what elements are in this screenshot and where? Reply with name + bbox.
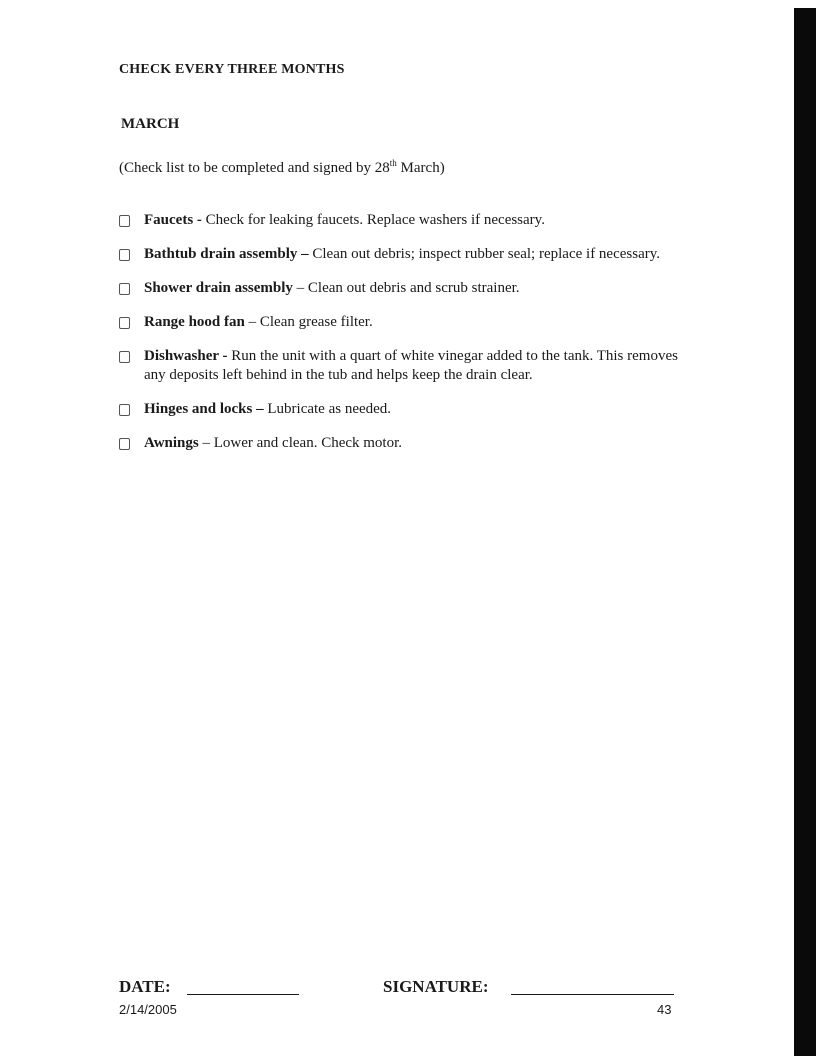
item-title: Hinges and locks – — [144, 401, 264, 417]
item-text: Run the unit with a quart of white vinegar added to the tank. This removes any deposits left behind in the tub and helps keep the drain clear. — [144, 348, 678, 383]
item-text: Lubricate as needed. — [263, 401, 392, 417]
scan-shadow-edge — [794, 8, 816, 1056]
schedule-heading: CHECK EVERY THREE MONTHS — [119, 62, 345, 77]
instruction-superscript: th — [389, 158, 397, 168]
checklist-item-range-hood-fan — [119, 313, 679, 332]
item-text: Check for leaking faucets. Replace washers if necessary. — [201, 212, 545, 228]
signature-field-line[interactable] — [511, 994, 674, 995]
print-date: 2/14/2005 — [119, 1002, 177, 1017]
checklist-item-bathtub-drain — [119, 245, 679, 264]
instruction-prefix: (Check list to be completed and signed by 28 — [119, 160, 390, 176]
item-text: – Lower and clean. Check motor. — [198, 435, 403, 451]
checklist-item-faucets — [119, 211, 679, 230]
checkbox-icon[interactable] — [119, 249, 130, 261]
signature-label: SIGNATURE: — [383, 977, 489, 996]
instruction-suffix: March) — [396, 160, 445, 176]
completion-instruction — [119, 158, 445, 177]
item-title: Awnings — [144, 435, 199, 451]
item-title: Shower drain assembly — [144, 280, 293, 296]
checkbox-icon[interactable] — [119, 283, 130, 295]
checklist-item-dishwasher — [119, 347, 679, 385]
item-title: Dishwasher - — [144, 348, 228, 364]
item-title: Bathtub drain assembly – — [144, 246, 309, 262]
item-text: – Clean grease filter. — [244, 314, 373, 330]
page-number: 43 — [657, 1002, 672, 1017]
item-text: – Clean out debris and scrub strainer. — [292, 280, 520, 296]
checklist-item-awnings — [119, 434, 679, 453]
checklist-item-shower-drain — [119, 279, 679, 298]
checklist-item-hinges-locks — [119, 400, 679, 419]
checkbox-icon[interactable] — [119, 438, 130, 450]
maintenance-checklist — [119, 211, 679, 468]
date-field-line[interactable] — [187, 994, 299, 995]
month-title: MARCH — [121, 116, 180, 132]
date-label: DATE: — [119, 977, 171, 996]
checkbox-icon[interactable] — [119, 317, 130, 329]
checkbox-icon[interactable] — [119, 404, 130, 416]
item-title: Range hood fan — [144, 314, 245, 330]
checkbox-icon[interactable] — [119, 351, 130, 363]
checkbox-icon[interactable] — [119, 215, 130, 227]
item-text: Clean out debris; inspect rubber seal; replace if necessary. — [308, 246, 661, 262]
item-title: Faucets - — [144, 212, 202, 228]
